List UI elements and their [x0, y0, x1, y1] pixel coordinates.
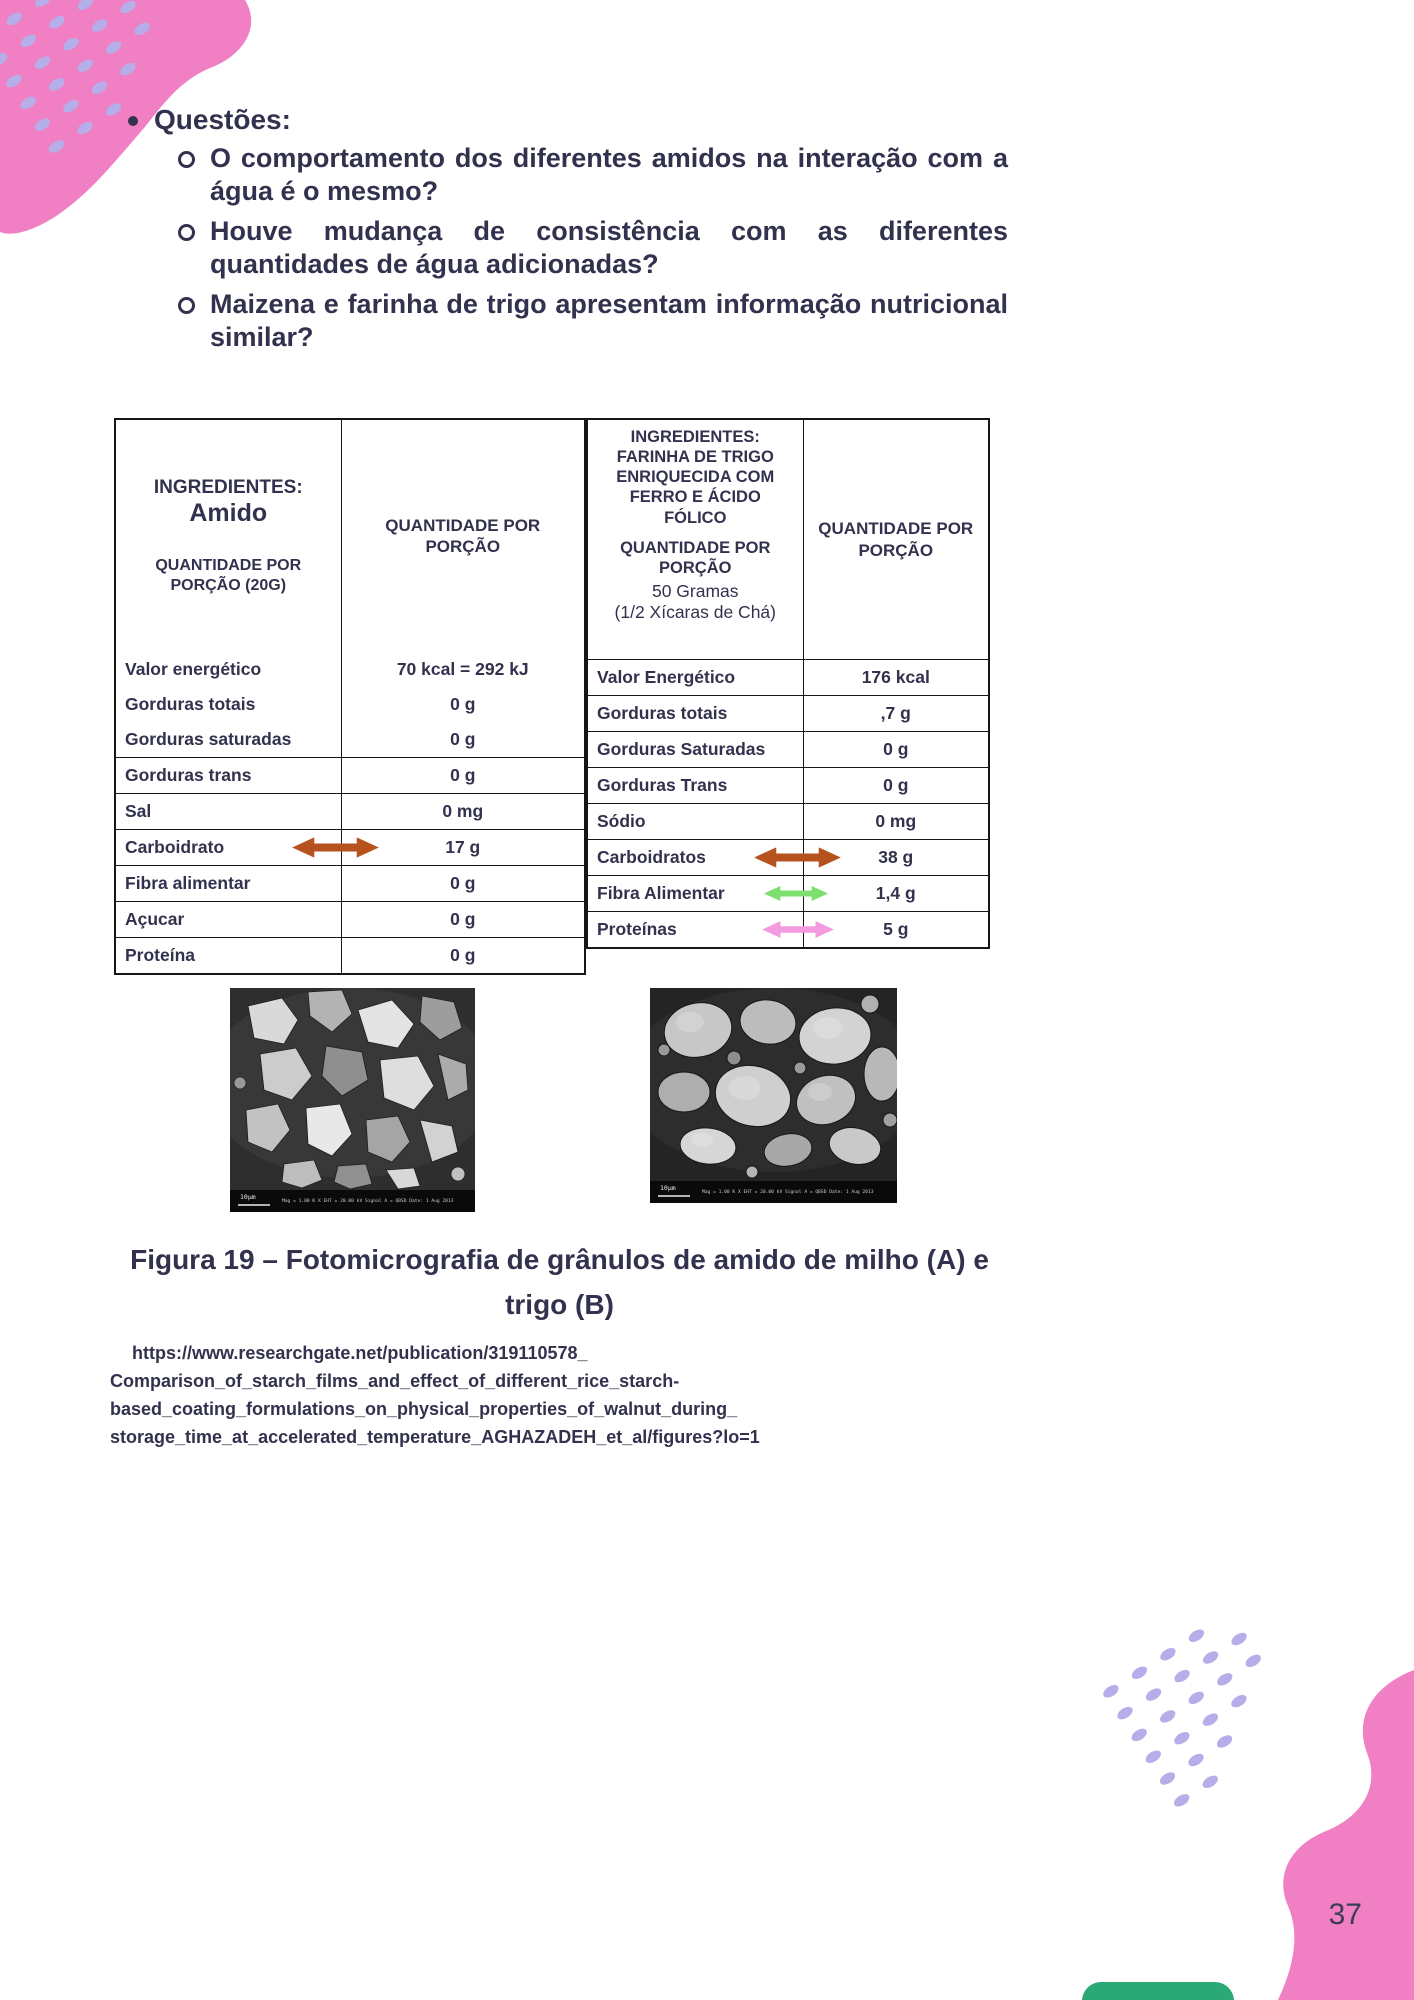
row-label: Valor energético [125, 659, 262, 679]
source-line[interactable]: based_coating_formulations_on_physical_properties_of_walnut_during_ [110, 1398, 738, 1419]
row-value: 0 g [341, 902, 585, 938]
circle-bullet-icon [178, 297, 195, 314]
table-header-row [587, 419, 989, 660]
row-label: Carboidrato [125, 837, 225, 857]
row-value: 17 g [341, 830, 585, 866]
row-label: Carboidratos [597, 847, 706, 867]
row-value: 0 mg [341, 794, 585, 830]
micrograph-info-text: Mag = 1.00 K X EHT = 20.00 kV Signal A = QBSD Date: 1 Aug 2013 [702, 1190, 874, 1195]
green-double-arrow-icon [757, 885, 835, 902]
micrograph-wheat-starch [650, 988, 897, 1203]
portion-amount: 50 Gramas [651, 580, 739, 601]
source-line[interactable]: https://www.researchgate.net/publication/319110578_ [132, 1343, 588, 1363]
farinha-header-cell [587, 419, 803, 660]
row-label: Gorduras totais [597, 703, 728, 723]
question-item [178, 288, 1008, 355]
nutrition-comparison-table [114, 418, 990, 975]
row-label: Gorduras Trans [597, 775, 728, 795]
portion-note: (1/2 Xícaras de Chá) [614, 601, 776, 622]
row-value: 0 g [803, 768, 989, 804]
row-value: 0 g [341, 866, 585, 902]
quantity-label: QUANTIDADE POR PORÇÃO [818, 519, 974, 560]
circle-bullet-icon [178, 151, 195, 168]
row-label: Fibra Alimentar [597, 883, 725, 903]
nutrition-table-amido [114, 418, 586, 975]
table-row [115, 794, 585, 830]
row-label: Gorduras trans [125, 765, 252, 785]
table-row [587, 660, 989, 696]
ingredientes-label: INGREDIENTES: [153, 476, 303, 498]
questions-title: Questões: [154, 104, 291, 135]
row-value: 176 kcal [803, 660, 989, 696]
table-row [115, 687, 585, 722]
product-name: Amido [189, 498, 268, 527]
portion-label: QUANTIDADE POR PORÇÃO [620, 538, 771, 577]
table-row [587, 768, 989, 804]
table-row [115, 652, 585, 687]
table-row [587, 696, 989, 732]
table-row [587, 804, 989, 840]
row-value: 0 g [450, 729, 476, 749]
questions-section [128, 104, 1008, 361]
table-row [115, 722, 585, 758]
row-value: 1,4 g [803, 876, 989, 912]
page-number: 37 [1328, 1898, 1362, 1931]
table-row [587, 876, 989, 912]
row-label: Proteína [125, 945, 196, 965]
row-label: Proteínas [597, 919, 677, 939]
row-value: 0 mg [803, 804, 989, 840]
bullet-icon [128, 116, 138, 126]
question-text: Houve mudança de consistência com as diferentes quantidades de água adicionadas? [210, 215, 1008, 280]
ingredientes-label: INGREDIENTES: [630, 428, 760, 446]
circle-bullet-icon [178, 224, 195, 241]
row-label: Valor Energético [597, 667, 736, 687]
row-value: 38 g [803, 840, 989, 876]
scalebar-label: 10µm [660, 1184, 676, 1192]
question-text: Maizena e farinha de trigo apresentam informação nutricional similar? [210, 288, 1008, 353]
table-row [587, 840, 989, 876]
question-item [178, 215, 1008, 282]
source-link[interactable] [110, 1340, 850, 1452]
row-value: ,7 g [803, 696, 989, 732]
questions-title-row [128, 104, 1008, 136]
table-row [115, 758, 585, 794]
quantity-header-cell [341, 419, 585, 652]
amido-header-cell [115, 419, 341, 652]
source-line[interactable]: storage_time_at_accelerated_temperature_AGHAZADEH_et_al/figures?lo=1 [110, 1426, 760, 1447]
source-line[interactable]: Comparison_of_starch_films_and_effect_of_different_rice_starch- [110, 1370, 680, 1391]
row-value: 0 g [341, 758, 585, 794]
table-row [587, 732, 989, 768]
figure-caption [112, 1238, 1007, 1328]
row-label: Sódio [597, 811, 646, 831]
green-pill-shape [1082, 1982, 1234, 2000]
quantity-label: QUANTIDADE POR PORÇÃO [385, 515, 541, 556]
pink-double-arrow-icon [757, 920, 839, 939]
micrograph-info-text: Mag = 1.00 K X EHT = 20.00 kV Signal A = QBSD Date: 1 Aug 2013 [282, 1199, 454, 1204]
pink-blob-shape [1278, 1670, 1414, 2000]
row-label: Açucar [125, 909, 185, 929]
table-row [115, 866, 585, 902]
lavender-dots-pattern [1101, 1620, 1306, 1809]
table-row [115, 830, 585, 866]
figure-caption-line1: Figura 19 – Fotomicrografia de grânulos de amido de milho (A) e [130, 1244, 989, 1275]
orange-double-arrow-icon [288, 836, 383, 859]
row-label: Sal [125, 801, 152, 821]
orange-double-arrow-icon [750, 846, 845, 869]
row-label: Gorduras saturadas [125, 729, 292, 749]
row-value: 5 g [803, 912, 989, 949]
portion-label: QUANTIDADE POR PORÇÃO (20G) [155, 556, 302, 594]
row-label: Gorduras Saturadas [597, 739, 766, 759]
table-header-row [115, 419, 585, 652]
product-name: FARINHA DE TRIGO ENRIQUECIDA COM FERRO E ÁCIDO FÓLICO [616, 448, 775, 527]
row-value: 70 kcal = 292 kJ [396, 659, 529, 679]
decorative-blob-bottom-right [1054, 1620, 1414, 2000]
table-row [115, 938, 585, 975]
row-label: Fibra alimentar [125, 873, 251, 893]
question-text: O comportamento dos diferentes amidos na interação com a água é o mesmo? [210, 143, 1008, 207]
nutrition-table-farinha [586, 418, 990, 949]
row-label: Gorduras totais [125, 694, 256, 714]
row-value: 0 g [803, 732, 989, 768]
micrograph-corn-starch [230, 988, 475, 1212]
questions-list [128, 142, 1008, 355]
figure-caption-line2: trigo (B) [505, 1288, 614, 1320]
row-value: 0 g [341, 938, 585, 975]
table-row [115, 902, 585, 938]
row-value: 0 g [450, 694, 476, 714]
quantity-header-cell [803, 419, 989, 660]
question-item [178, 142, 1008, 209]
table-row [587, 912, 989, 949]
scalebar-label: 10µm [240, 1193, 256, 1201]
